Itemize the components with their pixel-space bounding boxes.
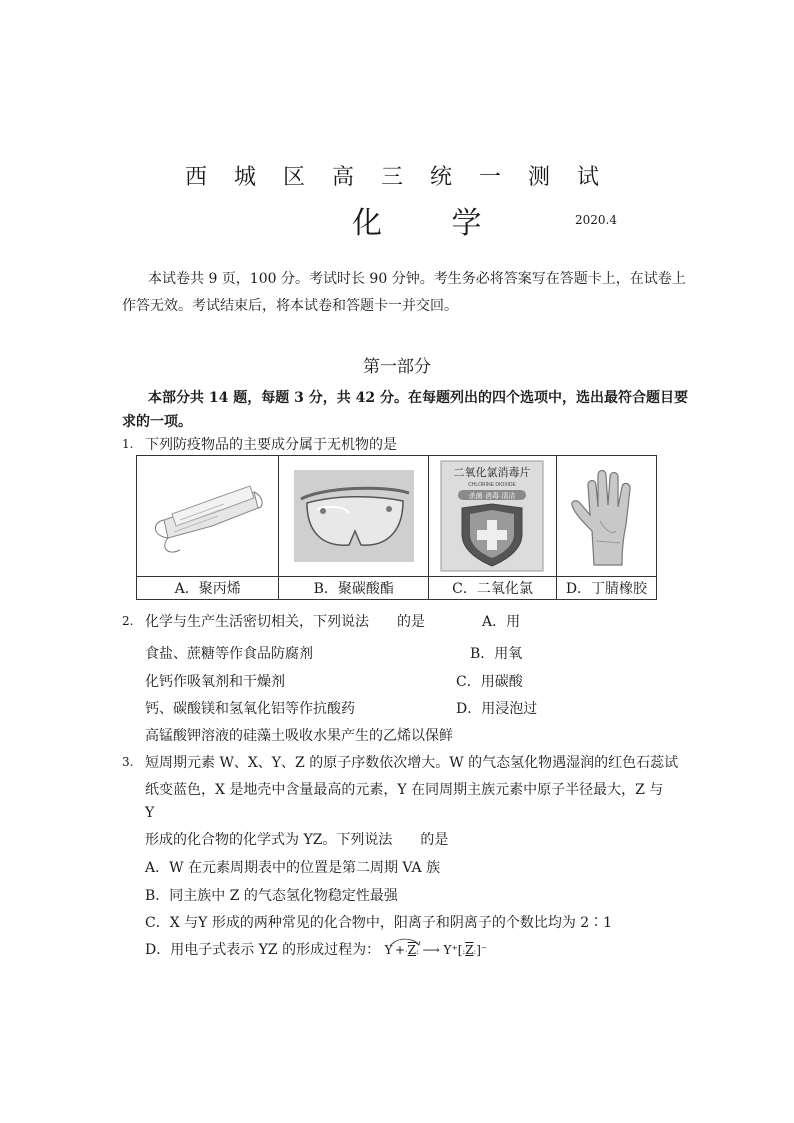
- package-band: 杀菌·消毒·清洁: [469, 493, 516, 500]
- question-3-line-4-b: 的是: [420, 832, 449, 848]
- question-3-number: 3.: [122, 755, 134, 769]
- disinfectant-package-icon: [440, 460, 544, 572]
- formula-z-ion: Z: [465, 943, 474, 957]
- question-3-line-4: [145, 829, 448, 856]
- section-desc-line-2: 求的一项。: [122, 414, 192, 430]
- formula-z: Z: [407, 943, 416, 957]
- option-d-image-cell: [556, 456, 656, 577]
- option-b-image-cell: [279, 456, 429, 577]
- option-d-label: D．丁腈橡胶: [556, 577, 656, 600]
- question-2-line-1-right: A．用: [482, 614, 521, 630]
- question-2-stem: [145, 611, 425, 638]
- question-3-option-d-text: D．用电子式表示 YZ 的形成过程为：: [145, 942, 381, 958]
- question-2-stem-emph: [369, 614, 397, 630]
- question-3-line-4-emph: [392, 832, 420, 848]
- exam-title: 西 城 区 高 三 统 一 测 试: [185, 165, 609, 190]
- question-2-line-3-left: 化钙作吸氧剂和干燥剂: [145, 674, 285, 690]
- electron-formula: Y·+·Z: ⟶ Y⁺[:Z:]⁻: [384, 939, 488, 957]
- question-2-stem-a: 化学与生产生活密切相关，下列说法: [145, 614, 369, 630]
- exam-date: 2020.4: [575, 213, 617, 227]
- formula-y: Y: [384, 943, 393, 957]
- question-2-line-3-right: C．用碳酸: [456, 674, 523, 690]
- formula-y-ion: Y⁺[: [443, 943, 463, 957]
- question-3-option-a: A．W 在元素周期表中的位置是第二周期 VA 族: [145, 860, 441, 876]
- question-1-options-table: [136, 455, 657, 600]
- question-3-option-d: [145, 939, 487, 959]
- option-c-label: C．二氧化氯: [429, 577, 557, 600]
- question-1-number: 1.: [122, 437, 134, 451]
- question-2-line-5-left: 高锰酸钾溶液的硅藻土吸收水果产生的乙烯以保鲜: [145, 728, 453, 744]
- formula-close: ]⁻: [476, 943, 488, 957]
- question-3-line-2: 纸变蓝色，X 是地壳中含量最高的元素，Y 在同周期主族元素中原子半径最大，Z 与: [145, 782, 664, 798]
- electron-transfer-arrow-icon: [387, 937, 427, 947]
- face-mask-icon: [150, 474, 266, 558]
- question-2-line-4-left: 钙、碳酸镁和氢氧化铝等作抗酸药: [145, 701, 355, 717]
- instructions-line-1: 本试卷共 9 页，100 分。考试时长 90 分钟。考生务必将答案写在答题卡上，在试卷上: [148, 271, 686, 287]
- formula-plus: +: [395, 943, 406, 957]
- question-3-line-3: Y: [145, 805, 155, 821]
- option-a-image-cell: [137, 456, 279, 577]
- question-1-stem: 下列防疫物品的主要成分属于无机物的是: [145, 437, 397, 453]
- question-2-line-4-right: D．用浸泡过: [456, 701, 538, 717]
- section-title: 第一部分: [363, 357, 431, 377]
- option-a-label: A．聚丙烯: [137, 577, 279, 600]
- package-subtitle: CHLORINE DIOXIDE: [468, 482, 517, 488]
- question-2-line-2-right: B．用氧: [470, 646, 523, 662]
- package-title: 二氧化氯消毒片: [453, 467, 531, 479]
- section-desc-line-1: 本部分共 14 题，每题 3 分，共 42 分。在每题列出的四个选项中，选出最符合题目要: [148, 390, 688, 406]
- instructions-line-2: 作答无效。考试结束后，将本试卷和答题卡一并交回。: [122, 298, 458, 314]
- safety-goggles-icon: [293, 469, 415, 563]
- question-2-stem-b: 的是: [397, 614, 425, 630]
- question-3-line-4-a: 形成的化合物的化学式为 YZ。下列说法: [145, 832, 393, 848]
- question-3-option-c: C．X 与Y 形成的两种常见的化合物中，阳离子和阴离子的个数比均为 2∶1: [145, 915, 613, 931]
- question-2-line-2-left: 食盐、蔗糖等作食品防腐剂: [145, 646, 313, 662]
- glove-icon: [566, 461, 646, 571]
- question-2-number: 2.: [122, 614, 134, 628]
- option-b-label: B．聚碳酸酯: [279, 577, 429, 600]
- option-c-image-cell: [429, 456, 557, 577]
- question-3-line-1: 短周期元素 W、X、Y、Z 的原子序数依次增大。W 的气态氢化物遇湿润的红色石蕊试: [145, 755, 679, 771]
- reaction-arrow-icon: ⟶: [422, 943, 440, 957]
- question-3-option-b: B．同主族中 Z 的气态氢化物稳定性最强: [145, 888, 398, 904]
- subject-title: 化 学: [352, 206, 512, 241]
